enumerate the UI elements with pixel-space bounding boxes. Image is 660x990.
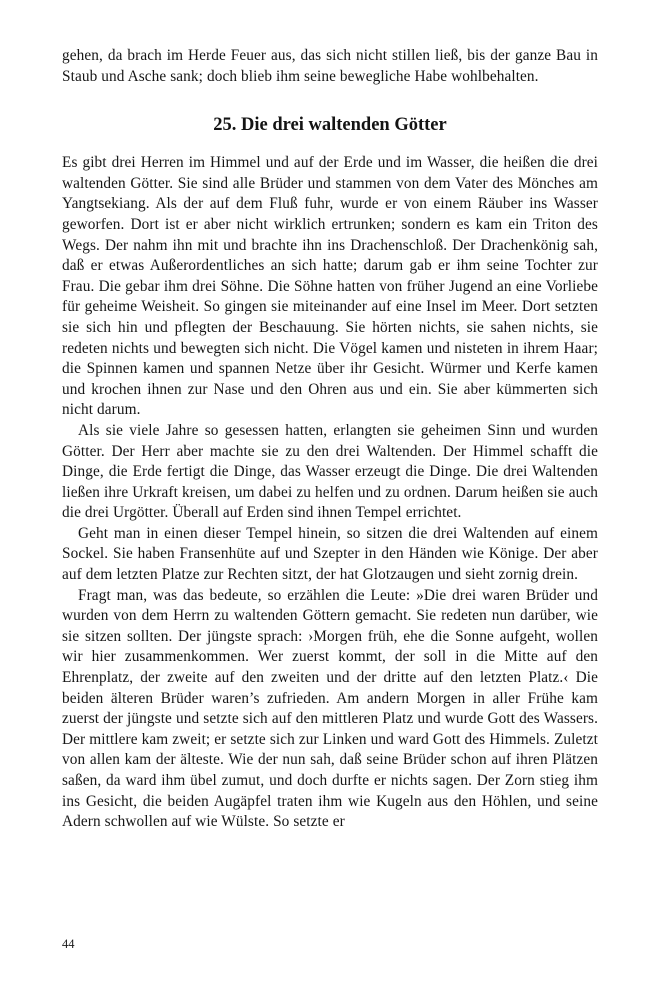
story-paragraph-2: Als sie viele Jahre so gesessen hatten, erlangten sie geheimen Sinn und wurden Götter. Der Herr aber machte sie zu den drei Waltenden. Der Himmel schafft die Dinge, die Erde fertigt die Dinge, das Wasser erzeugt die Dinge. Die drei Waltenden ließen ihre Urkraft kreisen, um dabei zu helfen und zu ordnen. Darum heißen sie auch die drei Urgötter. Überall auf Erden sind ihnen Tempel errichtet. <box>62 421 598 522</box>
story-paragraph-3: Geht man in einen dieser Tempel hinein, so sitzen die drei Waltenden auf einem Sockel. Sie haben Fransenhüte auf und Szepter in den Händen wie Könige. Der aber auf dem letzten Platze zur Rechten sitzt, der hat Glotzaugen und sieht zornig drein. <box>62 524 598 584</box>
continuation-paragraph: gehen, da brach im Herde Feuer aus, das sich nicht stillen ließ, bis der ganze Bau in Staub und Asche sank; doch blieb ihm seine bewegliche Habe wohlbehalten. <box>62 47 598 85</box>
story-paragraph-4: Fragt man, was das bedeute, so erzählen die Leute: »Die drei waren Brüder und wurden von dem Herrn zu waltenden Göttern gemacht. Sie redeten nun darüber, wie sie sitzen sollten. Der jüngste sprach: ›Morgen früh, ehe die Sonne aufgeht, wollen wir hier zusammenkommen. Wer zuerst kommt, der soll in die Mitte auf den Ehrenplatz, der zweite auf den zweiten und der dritte auf den letzten Platz.‹ Die beiden älteren Brüder waren’s zufrieden. Am andern Morgen in aller Frühe kam zuerst der jüngste und setzte sich auf den mittleren Platz und wurde Gott des Wassers. Der mittlere kam zweit; er setzte sich zur Linken und ward Gott des Himmels. Zuletzt von allen kam der älteste. Wie der nun sah, daß seine Brüder schon auf ihren Plätzen saßen, da ward ihm übel zumut, und doch durfte er nichts sagen. Der Zorn stieg ihm ins Gesicht, die beiden Augäpfel traten ihm wie Kugeln aus den Höhlen, und seine Adern schwollen auf wie Wülste. So setzte er <box>62 586 598 831</box>
page-number: 44 <box>62 937 75 951</box>
story-paragraph-1: Es gibt drei Herren im Himmel und auf der Erde und im Wasser, die heißen die drei waltenden Götter. Sie sind alle Brüder und stammen von dem Vater des Mönches am Yangtsekiang. Als der auf dem Fluß fuhr, wurde er von einem Räuber ins Wasser geworfen. Dort ist er aber nicht wirklich ertrunken; sondern es kam ein Triton des Wegs. Der nahm ihn mit und brachte ihn ins Drachenschloß. Der Drachenkönig sah, daß er etwas Außerordentliches an sich hatte; darum gab er ihm seine Tochter zur Frau. Die gebar ihm drei Söhne. Die Söhne hatten von früher Jugend an eine Vorliebe für geheime Weisheit. So gingen sie miteinander auf eine Insel im Meer. Dort setzten sie sich hin und pflegten der Beschauung. Sie hörten nichts, sie sahen nichts, sie redeten nichts und bewegten sich nicht. Die Vögel kamen und nisteten in ihrem Haar; die Spinnen kamen und spannen Netze über ihr Gesicht. Würmer und Kerfe kamen und krochen ihnen zur Nase und den Ohren aus und ein. Sie aber kümmerten sich nicht darum. <box>62 154 598 419</box>
chapter-heading: 25. Die drei waltenden Götter <box>213 115 447 136</box>
